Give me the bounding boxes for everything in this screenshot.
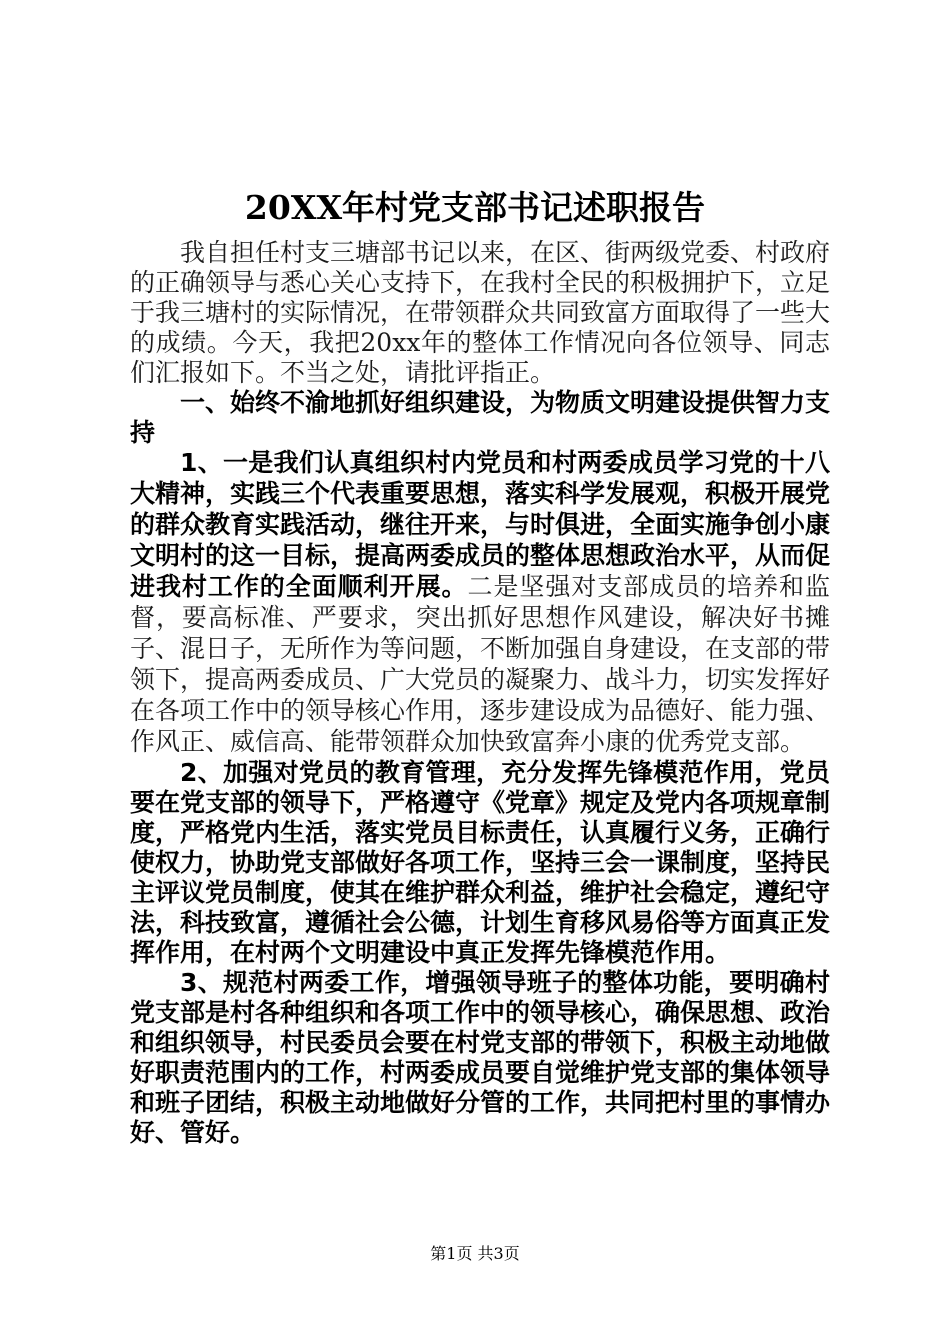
document-body xyxy=(130,238,830,1148)
item-1-normal-text: 二是坚强对支部成员的培养和监督，要高标准、严要求，突出抓好思想作风建设，解决好书摊子、混日子，无所作为等问题，不断加强自身建设，在支部的带领下，提高两委成员、广大党员的凝聚力、战斗力，切实发挥好在各项工作中的领导核心作用，逐步建设成为品德好、能力强、作风正、威信高、能带领群众加快致富奔小康的优秀党支部。 xyxy=(130,572,831,756)
item-1-paragraph xyxy=(130,448,830,758)
page-footer: 第1页 共3页 xyxy=(430,1244,520,1263)
document-title: 20XX年村党支部书记述职报告 xyxy=(244,188,706,227)
section-heading: 一、始终不渝地抓好组织建设，为物质文明建设提供智力支持 xyxy=(130,388,831,447)
item-2-paragraph: 2、加强对党员的教育管理，充分发挥先锋模范作用，党员要在党支部的领导下，严格遵守《党章》规定及党内各项规章制度，严格党内生活，落实党员目标责任，认真履行义务，正确行使权力，协助党支部做好各项工作，坚持三会一课制度，坚持民主评议党员制度，使其在维护群众利益，维护社会稳定，遵纪守法，科技致富，遵循社会公德，计划生育移风易俗等方面真正发挥作用，在村两个文明建设中真正发挥先锋模范作用。 xyxy=(130,758,831,967)
item-1-bold-text: 1、一是我们认真组织村内党员和村两委成员学习党的十八大精神，实践三个代表重要思想，落实科学发展观，积极开展党的群众教育实践活动，继往开来，与时俱进，全面实施争创小康文明村的这一目标，提高两委成员的整体思想政治水平，从而促进我村工作的全面顺利开展。 xyxy=(130,448,831,601)
item-3-paragraph: 3、规范村两委工作，增强领导班子的整体功能，要明确村党支部是村各种组织和各项工作中的领导核心，确保思想、政治和组织领导，村民委员会要在村党支部的带领下，积极主动地做好职责范围内的工作，村两委成员要自觉维护党支部的集体领导和班子团结，积极主动地做好分管的工作，共同把村里的事情办好、管好。 xyxy=(130,968,831,1147)
intro-paragraph: 我自担任村支三塘部书记以来，在区、街两级党委、村政府的正确领导与悉心关心支持下，在我村全民的积极拥护下，立足于我三塘村的实际情况，在带领群众共同致富方面取得了一些大的成绩。今天，我把20xx年的整体工作情况向各位领导、同志们汇报如下。不当之处，请批评指正。 xyxy=(130,238,831,387)
